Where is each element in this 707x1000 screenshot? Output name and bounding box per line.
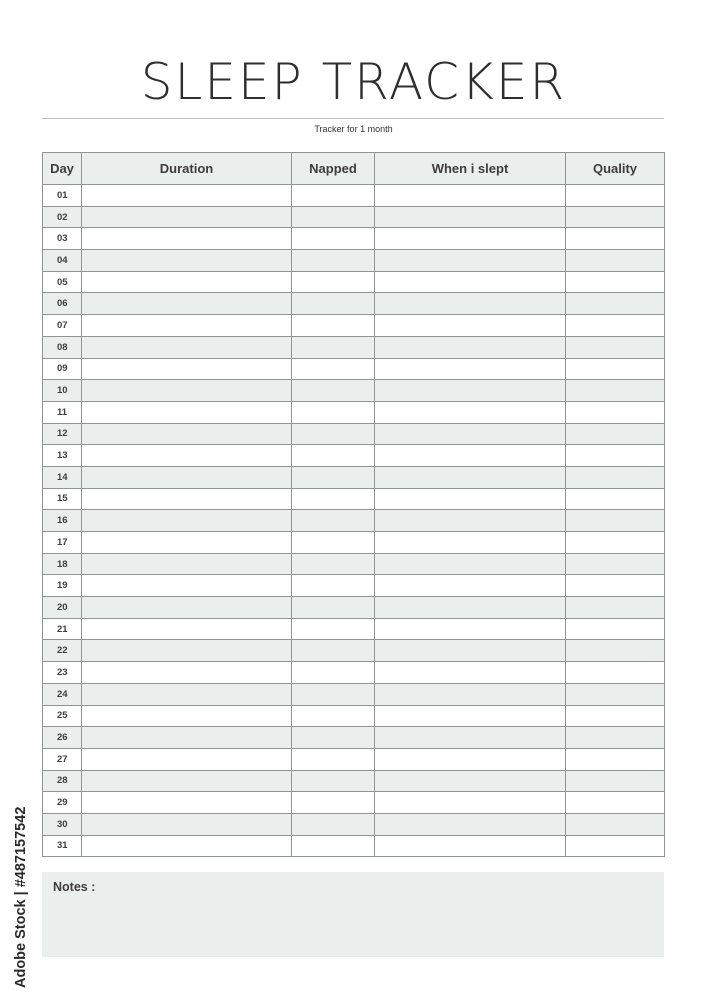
- when-slept-cell[interactable]: [375, 792, 566, 814]
- day-number: 01: [43, 185, 82, 207]
- when-slept-cell[interactable]: [375, 575, 566, 597]
- notes-label: Notes :: [53, 880, 96, 894]
- napped-cell[interactable]: [292, 727, 375, 749]
- column-header-napped: Napped: [292, 153, 375, 185]
- day-number: 03: [43, 228, 82, 250]
- when-slept-cell[interactable]: [375, 293, 566, 315]
- column-header-quality: Quality: [566, 153, 665, 185]
- when-slept-cell[interactable]: [375, 748, 566, 770]
- table-row: [43, 401, 665, 423]
- when-slept-cell[interactable]: [375, 250, 566, 272]
- when-slept-cell[interactable]: [375, 488, 566, 510]
- table-row: [43, 206, 665, 228]
- when-slept-cell[interactable]: [375, 835, 566, 857]
- when-slept-cell[interactable]: [375, 206, 566, 228]
- napped-cell[interactable]: [292, 553, 375, 575]
- duration-cell[interactable]: [82, 597, 292, 619]
- table-row: [43, 293, 665, 315]
- table-row: [43, 185, 665, 207]
- day-number: 12: [43, 423, 82, 445]
- duration-cell[interactable]: [82, 683, 292, 705]
- duration-cell[interactable]: [82, 792, 292, 814]
- table-row: [43, 380, 665, 402]
- duration-cell[interactable]: [82, 445, 292, 467]
- napped-cell[interactable]: [292, 510, 375, 532]
- napped-cell[interactable]: [292, 315, 375, 337]
- napped-cell[interactable]: [292, 336, 375, 358]
- day-number: 09: [43, 358, 82, 380]
- table-row: [43, 597, 665, 619]
- napped-cell[interactable]: [292, 618, 375, 640]
- day-number: 22: [43, 640, 82, 662]
- when-slept-cell[interactable]: [375, 315, 566, 337]
- when-slept-cell[interactable]: [375, 336, 566, 358]
- when-slept-cell[interactable]: [375, 727, 566, 749]
- table-row: [43, 813, 665, 835]
- when-slept-cell[interactable]: [375, 640, 566, 662]
- napped-cell[interactable]: [292, 835, 375, 857]
- table-header-row: [43, 153, 665, 185]
- quality-cell[interactable]: [566, 683, 665, 705]
- day-number: 14: [43, 466, 82, 488]
- duration-cell[interactable]: [82, 618, 292, 640]
- quality-cell[interactable]: [566, 532, 665, 554]
- table-row: [43, 575, 665, 597]
- day-number: 17: [43, 532, 82, 554]
- table-row: [43, 445, 665, 467]
- quality-cell[interactable]: [566, 510, 665, 532]
- subtitle: Tracker for 1 month: [314, 124, 393, 134]
- quality-cell[interactable]: [566, 705, 665, 727]
- napped-cell[interactable]: [292, 575, 375, 597]
- quality-cell[interactable]: [566, 553, 665, 575]
- when-slept-cell[interactable]: [375, 662, 566, 684]
- day-number: 04: [43, 250, 82, 272]
- napped-cell[interactable]: [292, 662, 375, 684]
- when-slept-cell[interactable]: [375, 813, 566, 835]
- table-row: [43, 640, 665, 662]
- day-number: 21: [43, 618, 82, 640]
- quality-cell[interactable]: [566, 293, 665, 315]
- when-slept-cell[interactable]: [375, 401, 566, 423]
- quality-cell[interactable]: [566, 336, 665, 358]
- when-slept-cell[interactable]: [375, 380, 566, 402]
- quality-cell[interactable]: [566, 727, 665, 749]
- table-row: [43, 532, 665, 554]
- when-slept-cell[interactable]: [375, 770, 566, 792]
- duration-cell[interactable]: [82, 466, 292, 488]
- duration-cell[interactable]: [82, 271, 292, 293]
- duration-cell[interactable]: [82, 293, 292, 315]
- napped-cell[interactable]: [292, 813, 375, 835]
- duration-cell[interactable]: [82, 250, 292, 272]
- table-row: [43, 510, 665, 532]
- table-row: [43, 553, 665, 575]
- day-number: 29: [43, 792, 82, 814]
- table-row: [43, 748, 665, 770]
- table-row: [43, 358, 665, 380]
- table-row: [43, 336, 665, 358]
- day-number: 23: [43, 662, 82, 684]
- table-row: [43, 792, 665, 814]
- column-header-when-slept: When i slept: [375, 153, 566, 185]
- napped-cell[interactable]: [292, 532, 375, 554]
- napped-cell[interactable]: [292, 770, 375, 792]
- quality-cell[interactable]: [566, 835, 665, 857]
- day-number: 07: [43, 315, 82, 337]
- napped-cell[interactable]: [292, 423, 375, 445]
- duration-cell[interactable]: [82, 727, 292, 749]
- duration-cell[interactable]: [82, 662, 292, 684]
- table-row: [43, 466, 665, 488]
- when-slept-cell[interactable]: [375, 185, 566, 207]
- day-number: 25: [43, 705, 82, 727]
- when-slept-cell[interactable]: [375, 683, 566, 705]
- day-number: 19: [43, 575, 82, 597]
- table-row: [43, 423, 665, 445]
- quality-cell[interactable]: [566, 250, 665, 272]
- day-number: 08: [43, 336, 82, 358]
- quality-cell[interactable]: [566, 575, 665, 597]
- column-header-day: Day: [43, 153, 82, 185]
- quality-cell[interactable]: [566, 401, 665, 423]
- duration-cell[interactable]: [82, 705, 292, 727]
- quality-cell[interactable]: [566, 271, 665, 293]
- table-row: [43, 315, 665, 337]
- quality-cell[interactable]: [566, 488, 665, 510]
- when-slept-cell[interactable]: [375, 358, 566, 380]
- day-number: 31: [43, 835, 82, 857]
- duration-cell[interactable]: [82, 553, 292, 575]
- napped-cell[interactable]: [292, 640, 375, 662]
- napped-cell[interactable]: [292, 380, 375, 402]
- quality-cell[interactable]: [566, 445, 665, 467]
- quality-cell[interactable]: [566, 358, 665, 380]
- day-number: 24: [43, 683, 82, 705]
- table-row: [43, 770, 665, 792]
- day-number: 10: [43, 380, 82, 402]
- napped-cell[interactable]: [292, 597, 375, 619]
- table-row: [43, 683, 665, 705]
- when-slept-cell[interactable]: [375, 618, 566, 640]
- stock-watermark: [4, 768, 38, 988]
- quality-cell[interactable]: [566, 792, 665, 814]
- napped-cell[interactable]: [292, 488, 375, 510]
- quality-cell[interactable]: [566, 618, 665, 640]
- day-number: 15: [43, 488, 82, 510]
- quality-cell[interactable]: [566, 185, 665, 207]
- table-row: [43, 705, 665, 727]
- quality-cell[interactable]: [566, 770, 665, 792]
- notes-area[interactable]: [42, 872, 664, 957]
- when-slept-cell[interactable]: [375, 510, 566, 532]
- table-row: [43, 662, 665, 684]
- napped-cell[interactable]: [292, 792, 375, 814]
- duration-cell[interactable]: [82, 835, 292, 857]
- sleep-tracker-table: [42, 152, 665, 857]
- when-slept-cell[interactable]: [375, 597, 566, 619]
- quality-cell[interactable]: [566, 662, 665, 684]
- duration-cell[interactable]: [82, 380, 292, 402]
- table-row: [43, 250, 665, 272]
- napped-cell[interactable]: [292, 250, 375, 272]
- napped-cell[interactable]: [292, 185, 375, 207]
- quality-cell[interactable]: [566, 380, 665, 402]
- when-slept-cell[interactable]: [375, 553, 566, 575]
- day-number: 02: [43, 206, 82, 228]
- day-number: 11: [43, 401, 82, 423]
- duration-cell[interactable]: [82, 336, 292, 358]
- quality-cell[interactable]: [566, 206, 665, 228]
- quality-cell[interactable]: [566, 748, 665, 770]
- duration-cell[interactable]: [82, 748, 292, 770]
- duration-cell[interactable]: [82, 640, 292, 662]
- table-row: [43, 618, 665, 640]
- quality-cell[interactable]: [566, 597, 665, 619]
- table-row: [43, 727, 665, 749]
- napped-cell[interactable]: [292, 401, 375, 423]
- when-slept-cell[interactable]: [375, 705, 566, 727]
- when-slept-cell[interactable]: [375, 271, 566, 293]
- duration-cell[interactable]: [82, 228, 292, 250]
- day-number: 18: [43, 553, 82, 575]
- title-divider: [42, 118, 664, 119]
- duration-cell[interactable]: [82, 510, 292, 532]
- quality-cell[interactable]: [566, 315, 665, 337]
- quality-cell[interactable]: [566, 228, 665, 250]
- quality-cell[interactable]: [566, 466, 665, 488]
- day-number: 30: [43, 813, 82, 835]
- table-row: [43, 835, 665, 857]
- day-number: 16: [43, 510, 82, 532]
- when-slept-cell[interactable]: [375, 423, 566, 445]
- quality-cell[interactable]: [566, 813, 665, 835]
- napped-cell[interactable]: [292, 206, 375, 228]
- table-row: [43, 228, 665, 250]
- duration-cell[interactable]: [82, 423, 292, 445]
- duration-cell[interactable]: [82, 401, 292, 423]
- napped-cell[interactable]: [292, 466, 375, 488]
- day-number: 20: [43, 597, 82, 619]
- duration-cell[interactable]: [82, 488, 292, 510]
- table-row: [43, 271, 665, 293]
- when-slept-cell[interactable]: [375, 466, 566, 488]
- duration-cell[interactable]: [82, 315, 292, 337]
- day-number: 05: [43, 271, 82, 293]
- watermark-text: Adobe Stock | #487157542: [13, 806, 29, 988]
- duration-cell[interactable]: [82, 185, 292, 207]
- when-slept-cell[interactable]: [375, 445, 566, 467]
- napped-cell[interactable]: [292, 293, 375, 315]
- page-title: SLEEP TRACKER: [140, 53, 567, 111]
- napped-cell[interactable]: [292, 358, 375, 380]
- napped-cell[interactable]: [292, 445, 375, 467]
- duration-cell[interactable]: [82, 358, 292, 380]
- napped-cell[interactable]: [292, 705, 375, 727]
- day-number: 28: [43, 770, 82, 792]
- day-number: 26: [43, 727, 82, 749]
- day-number: 13: [43, 445, 82, 467]
- day-number: 27: [43, 748, 82, 770]
- duration-cell[interactable]: [82, 532, 292, 554]
- quality-cell[interactable]: [566, 423, 665, 445]
- quality-cell[interactable]: [566, 640, 665, 662]
- column-header-duration: Duration: [82, 153, 292, 185]
- day-number: 06: [43, 293, 82, 315]
- napped-cell[interactable]: [292, 683, 375, 705]
- table-row: [43, 488, 665, 510]
- duration-cell[interactable]: [82, 770, 292, 792]
- napped-cell[interactable]: [292, 271, 375, 293]
- duration-cell[interactable]: [82, 206, 292, 228]
- duration-cell[interactable]: [82, 813, 292, 835]
- napped-cell[interactable]: [292, 748, 375, 770]
- when-slept-cell[interactable]: [375, 532, 566, 554]
- duration-cell[interactable]: [82, 575, 292, 597]
- when-slept-cell[interactable]: [375, 228, 566, 250]
- napped-cell[interactable]: [292, 228, 375, 250]
